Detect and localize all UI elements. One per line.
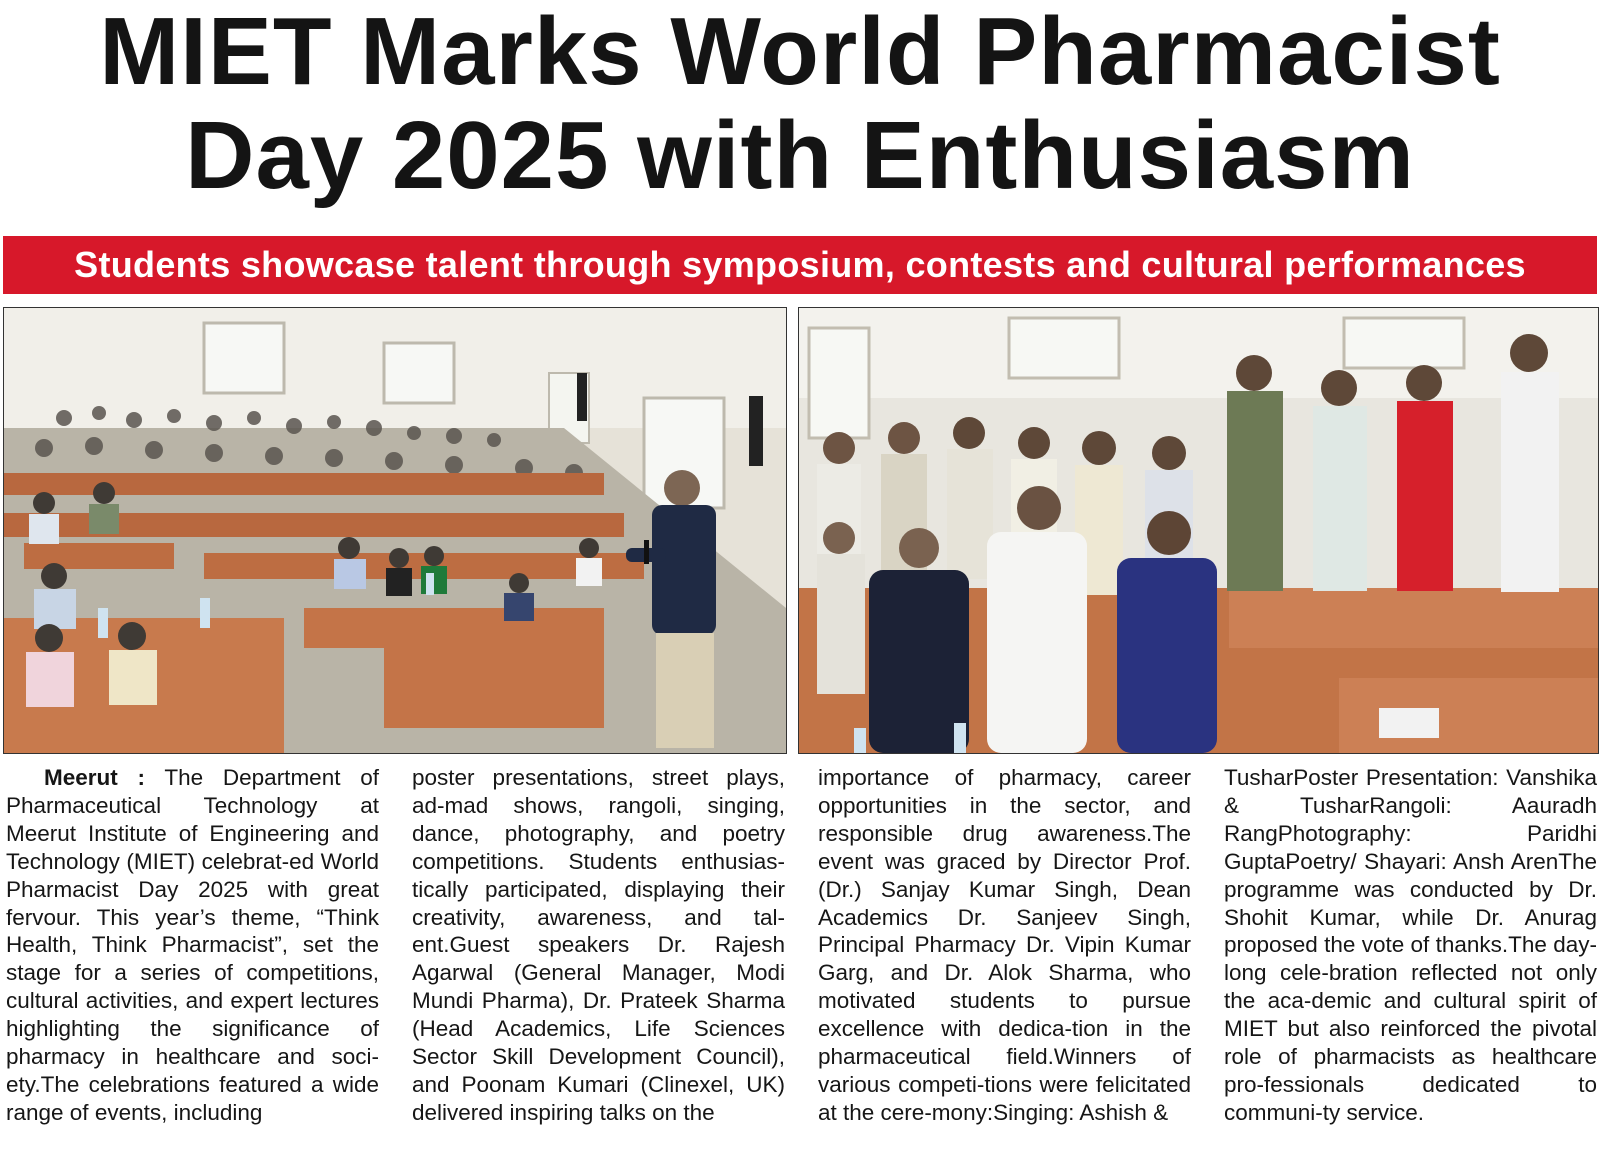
standing-group-illustration — [799, 308, 1598, 753]
article-column-1 — [6, 764, 379, 1127]
article-column-4: TusharPoster Presentation: Vanshika & TusharRangoli: Aauradh RangPhotography: Paridhi GuptaPoetry/ Shayari: Ansh ArenThe programme was conducted by Dr. Shohit Kumar, while Dr. Anurag proposed the vote of thanks.The day-long cele-bration reflected not only the aca-demic and cultural spirit of MIET but also reinforced the pivotal role of pharmacists as healthcare pro-fessionals dedicated to communi-ty service. — [1224, 765, 1597, 1125]
article-column-2: poster presentations, street plays, ad-mad shows, rangoli, singing, dance, photography, and poetry competitions. Students enthusias-tically participated, displaying their creativity, awareness, and tal-ent.Guest speakers Dr. Rajesh Agarwal (General Manager, Modi Mundi Pharma), Dr. Prateek Sharma (Head Academics, Life Sciences Sector Skill Development Council), and Poonam Kumari (Clinexel, UK) delivered inspiring talks on the — [412, 765, 785, 1125]
article-column-3: importance of pharmacy, career opportunities in the sector, and responsible drug awareness.The event was graced by Director Prof. (Dr.) Sanjay Kumar Singh, Dean Academics Dr. Sanjeev Singh, Principal Pharmacy Dr. Vipin Kumar Garg, and Dr. Alok Sharma, who motivated students to pursue excellence with dedica-tion in the pharmaceutical field.Winners of various competi-tions were felicitated at the cere-mony:Singing: Ashish & — [818, 765, 1191, 1125]
article-body — [0, 764, 1600, 1164]
photo-lecture-hall — [3, 307, 787, 754]
headline-line-2: Day 2025 with Enthusiasm — [185, 102, 1415, 209]
headline — [0, 0, 1600, 208]
lecture-hall-illustration — [4, 308, 786, 753]
photo-standing-group — [798, 307, 1599, 754]
dateline: Meerut : — [44, 765, 146, 790]
headline-line-1: MIET Marks World Pharmacist — [99, 0, 1501, 105]
subheadline-banner: Students showcase talent through symposium, contests and cultural performances — [3, 236, 1597, 294]
article-column-1-text: The Department of Pharmaceutical Technology at Meerut Institute of Engineering and Technology (MIET) celebrat-ed World Pharmacist Day 2025 with great fervour. This year’s theme, “Think Health, Think Pharmacist”, set the stage for a series of competitions, cultural activities, and expert lectures highlighting the significance of pharmacy in healthcare and soci-ety.The celebrations featured a wide range of events, including — [6, 765, 379, 1125]
